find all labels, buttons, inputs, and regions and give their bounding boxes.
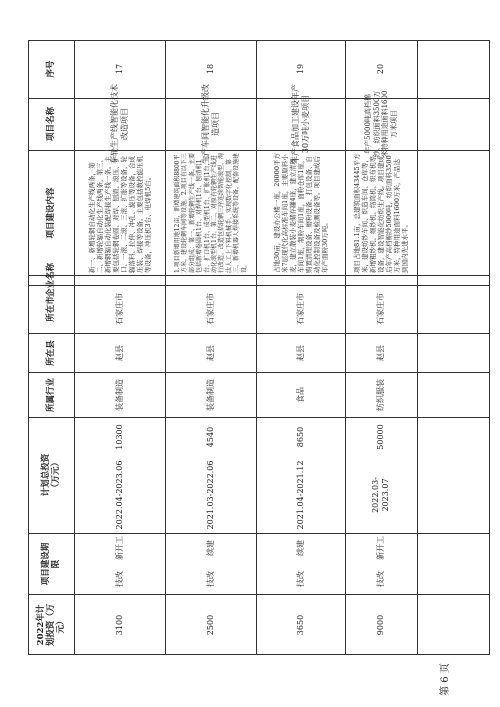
- table-row-18-nature: 技改: [205, 570, 215, 587]
- table-row-17-investment: 10300: [114, 424, 124, 450]
- table-row-20-project: 年产5000吨高档棉纱、纺织面料3500万米特种用途面料1600万米项目: [364, 90, 398, 158]
- table-row-17-plan: 3100: [114, 614, 124, 635]
- table-row-20-city: 石家庄市: [376, 293, 385, 325]
- header-period: 项目建设期限: [41, 542, 61, 585]
- table-row-20-plan: 9000: [376, 614, 385, 635]
- table-row-17-content: 新一、新增轮辋自动化生产线两条，第二、新增轮辐自动化生产线两条，第三、新增辋辐自动化装配焊接生产线一条。主要包括轮辋卷圆、对焊、刨渣、滚压、扩口、一滚、二滚、三滚、扩胀等设备，轮辐落料、拉伸、冲孔、旋压等设备，合成压装、焊接等设备。主要包括数控旋压机等设备，冲压机3台、电焊机5台。: [87, 155, 152, 273]
- table-row-19-industry: 食品: [295, 386, 305, 403]
- table-row-18-investment: 4540: [205, 426, 215, 448]
- table-row-18-city: 石家庄市: [205, 293, 215, 325]
- header-content: 项目建设内容: [46, 187, 56, 239]
- header-seq: 序号: [46, 60, 56, 78]
- table-row-19-nature: 技改: [295, 570, 305, 587]
- table-row-19-seq: 19: [295, 63, 305, 75]
- table-row-17-county: 赵县: [114, 344, 124, 361]
- table-row-18-seq: 18: [205, 63, 215, 75]
- table-row-19-project: 年产食品加工建设年产30万吨小麦项目: [290, 84, 310, 164]
- table-row-19-content: 占地30亩，建设办公楼一座，20000平方米7层现代化高标准车间1座，主要原料小麦，建立散装小麦储存罐4座，建立清理车间1座，制粉车间1座，面粉仓库1座，购置清理设备、磨粉设备、打包设备、自动化控制设备及检测设备等。项目建成后年产面粉30万吨。: [272, 152, 329, 273]
- table-row-17-industry: 装备制造: [114, 378, 124, 411]
- table-row-18-plan: 2500: [205, 614, 215, 635]
- col-divider: [28, 275, 490, 276]
- table-row-17-nature: 技改: [114, 570, 124, 587]
- table-row-20-content: 项目占地81.1亩，总建筑面积43445平方米，建设纺纱车间、织造车间、仓库等，新增粗纱机、细纱机、络筒机、织布机等设备，建设智能化纺织生产线。项目建成后年产高档棉纱5000吨，纺织面料3500万米，特种用途面料1600万米，产品达到国内先进水平。: [353, 152, 409, 273]
- table-row-20-seq: 20: [376, 63, 385, 75]
- header-project-name: 项目名称: [46, 107, 56, 142]
- table-row-19-period: 2021.04-2021.12: [295, 460, 305, 530]
- table-row-20-industry: 纺织服装: [376, 378, 385, 411]
- table-row-17-seq: 17: [114, 63, 124, 75]
- table-row-17-new: 新开工: [114, 536, 124, 560]
- table-row-18-new: 续建: [205, 540, 215, 556]
- table-row-19-county: 赵县: [295, 344, 305, 361]
- table-row-18-content: 1.项目新增用地12亩，新增建筑面积8800平方米，建设轮辋车间等设施。2.项目有以下三部分组成：第一、新增轮辋生产线一条，主要包括新增卷圆机1台、对焊机1台、刨渣机1台、扩口机1台、成型机1台、扩胀机1台，自动化滚型机1台。第二、对原有轮辋生产线进行改造，改造包括轮辋三序连续智能滚型、淘汰人工上下料机械手，实现数字化控制。第三、新增机器人焊接系统等设备，配套设施建设。: [173, 152, 248, 273]
- table-row-18-industry: 装备制造: [205, 378, 215, 411]
- header-investment: 计划总投资（万元）: [41, 453, 61, 497]
- row-divider: [417, 40, 418, 655]
- table-row-19-city: 石家庄市: [295, 293, 305, 325]
- table-row-20-period: 2022.03-2023.07: [371, 477, 390, 513]
- table-row-20-investment: 50000: [376, 424, 385, 450]
- table-row-20-new: 新开工: [376, 536, 385, 560]
- table-row-19-plan: 3650: [295, 614, 305, 635]
- table-row-18-period: 2021.03-2022.06: [205, 460, 215, 530]
- header-company: 企业名称: [46, 263, 56, 298]
- table-row-17-project: 车轮生产线智能化技术改造项目: [109, 84, 129, 164]
- header-plan-2022: 2022年计划投资（万元）: [36, 603, 66, 646]
- table-row-17-city: 石家庄市: [114, 293, 124, 325]
- table-row-20-nature: 技改: [376, 570, 385, 587]
- table-row-19-new: 续建: [295, 540, 305, 556]
- header-county: 所在县: [46, 339, 56, 366]
- page-number: 第 6 页: [439, 663, 451, 696]
- table-row-18-county: 赵县: [205, 344, 215, 361]
- table-row-20-county: 赵县: [376, 344, 385, 361]
- table-row-17-period: 2022.04-2023.06: [114, 460, 124, 530]
- table-row-19-investment: 8650: [295, 426, 305, 448]
- header-city: 所在市: [46, 296, 56, 322]
- table-row-18-project: 生产车间智能化升级改造项目: [200, 84, 220, 164]
- header-industry: 所属行业: [46, 377, 56, 412]
